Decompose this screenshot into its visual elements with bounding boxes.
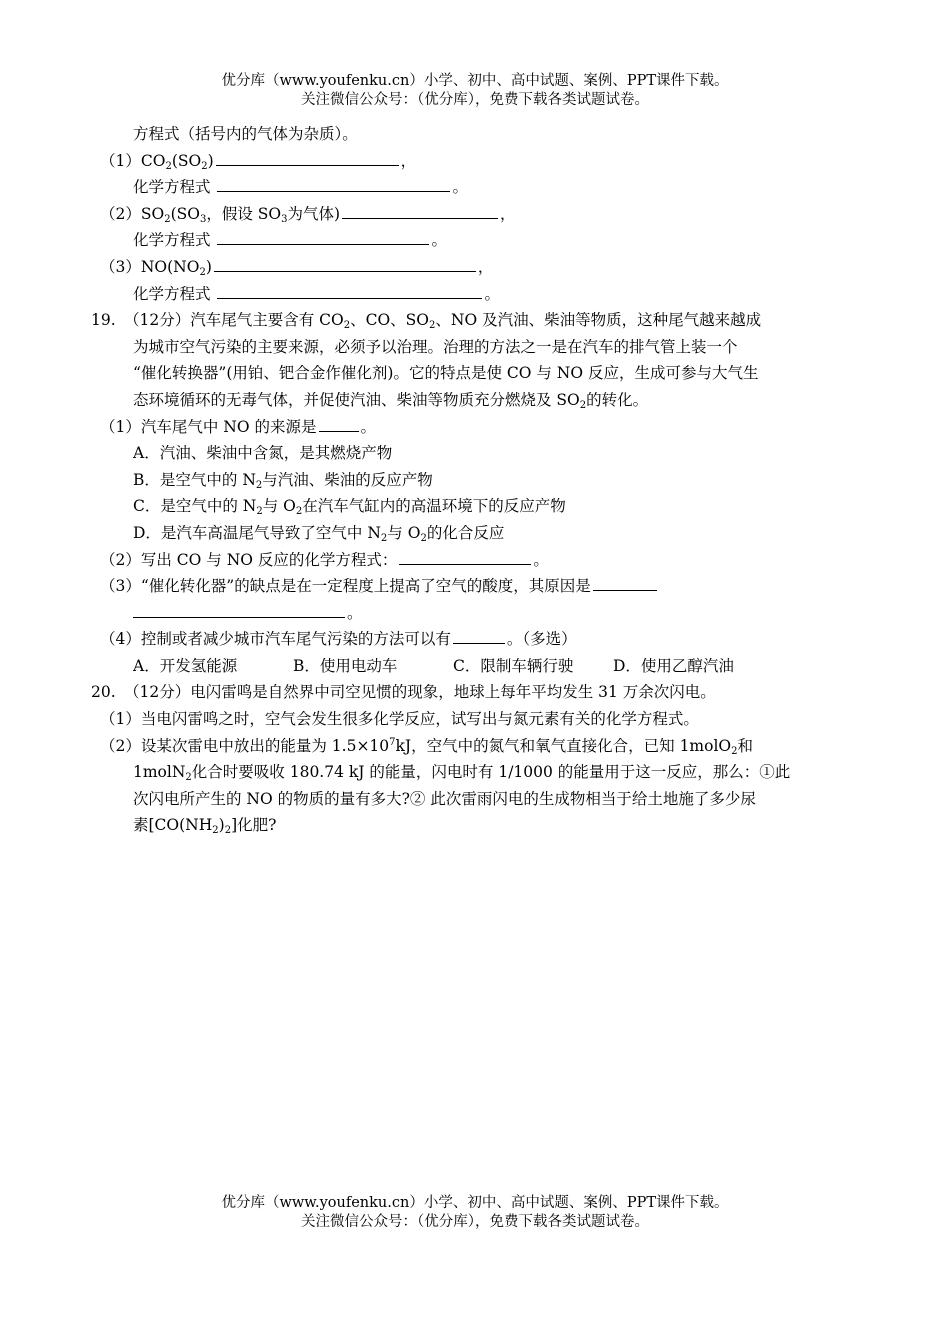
q18-part1-equation: 化学方程式 。 [100, 174, 860, 201]
answer-blank[interactable] [399, 547, 531, 565]
q19-sub-4: （4）控制或者减少城市汽车尾气污染的方法可以有 。（多选） [100, 626, 860, 653]
option-d: D．使用乙醇汽油 [613, 656, 734, 675]
q20-sub-2-line-4: 素$[CO(NH_2)_2]$化肥? [133, 816, 277, 837]
q20-sub-2-line-2: 1molN$_2$化合时要吸收 180.74 kJ 的能量，闪电时有 1/1000 的能量用于这一反应，那么：①此 [133, 763, 791, 784]
page-footer [0, 1194, 950, 1232]
q19-line-4: 态环境循环的无毒气体，并促使汽油、柴油等物质充分燃烧及 $SO_2$的转化。 [133, 390, 649, 411]
q19-line-2: 为城市空气污染的主要来源，必须予以治理。治理的方法之一是在汽车的排气管上装一个 [133, 337, 738, 356]
q20-sub-2: （2）设某次雷电中放出的能量为 $1.5\times 10^7kJ$，空气中的氮气和氧气直接化合，已知 1molO$_2$和 [100, 736, 754, 757]
q18-part3-equation: 化学方程式 。 [100, 281, 860, 308]
q19-sub-4-options [100, 653, 860, 680]
q20-line-1: 20. （12分）电闪雷鸣是自然界中司空见惯的现象，地球上每年平均发生 31 万余次闪电。 [91, 679, 860, 706]
q18-part3: $(3)NO(NO_2)$ ， [100, 254, 860, 281]
q18-part2-equation: 化学方程式 。 [100, 227, 860, 254]
q19-option-c: C．是空气中的 $N_2$与 $O_2$在汽车气缸内的高温环境下的反应产物 [133, 497, 566, 518]
header-line-1: 优分库（www.youfenku.cn）小学、初中、高中试题、案例、PPT课件下载。 [221, 73, 729, 89]
q19-line-3: “催化转换器”(用铂、钯合金作催化剂)。它的特点是使 CO 与 NO 反应，生成可参与大气生 [133, 364, 759, 383]
answer-blank[interactable] [216, 148, 399, 166]
footer-line-2: 关注微信公众号：（优分库），免费下载各类试题试卷。 [301, 1214, 649, 1230]
page-header [0, 72, 950, 110]
answer-blank[interactable] [214, 254, 476, 272]
answer-blank[interactable] [217, 227, 429, 245]
q18-part2: $(2)SO_2(SO_3$，假设 $SO_3$为气体) ， [100, 201, 860, 228]
q19-line-1: 19. （12分）汽车尾气主要含有 $CO_2$、CO、$SO_2$、NO 及汽油、柴油等物质，这种尾气越来越成 [91, 307, 860, 334]
q19-sub-3: （3）“催化转化器”的缺点是在一定程度上提高了空气的酸度，其原因是 [100, 573, 860, 600]
answer-blank[interactable] [319, 414, 359, 432]
q19-sub-2: （2）写出 CO 与 NO 反应的化学方程式： 。 [100, 547, 860, 574]
q19-option-b: B．是空气中的 $N_2$与汽油、柴油的反应产物 [133, 470, 433, 491]
option-c: C．限制车辆行驶 [453, 656, 574, 675]
answer-blank[interactable] [133, 600, 345, 618]
q19-option-d: D．是汽车高温尾气导致了空气中 $N_2$与 $O_2$的化合反应 [133, 523, 505, 544]
question-number: 19. [91, 311, 116, 330]
q18-intro: 方程式（括号内的气体为杂质）。 [133, 125, 358, 143]
q19-sub-1: （1）汽车尾气中 NO 的来源是 。 [100, 414, 860, 441]
question-number: 20. [91, 683, 116, 702]
header-line-2: 关注微信公众号：（优分库），免费下载各类试题试卷。 [301, 92, 649, 108]
question-body [91, 121, 860, 839]
q20-sub-1: （1）当电闪雷鸣之时，空气会发生很多化学反应，试写出与氮元素有关的化学方程式。 [100, 710, 699, 729]
q19-option-a: A．汽油、柴油中含氮，是其燃烧产物 [133, 444, 393, 463]
option-a: A．开发氢能源 [133, 656, 238, 675]
q20-sub-2-line-3: 次闪电所产生的 NO 的物质的量有多大?② 此次雷雨闪电的生成物相当于给土地施了多少尿 [133, 789, 756, 808]
q18-part1: $(1)CO_2(SO_2)$ ， [100, 148, 860, 175]
option-b: B．使用电动车 [293, 656, 398, 675]
answer-blank[interactable] [217, 281, 482, 299]
answer-blank[interactable] [217, 174, 450, 192]
answer-blank[interactable] [453, 626, 505, 644]
answer-blank[interactable] [342, 201, 498, 219]
footer-line-1: 优分库（www.youfenku.cn）小学、初中、高中试题、案例、PPT课件下载。 [221, 1195, 729, 1211]
q19-sub-3-cont: 。 [100, 600, 860, 627]
answer-blank[interactable] [593, 573, 657, 591]
